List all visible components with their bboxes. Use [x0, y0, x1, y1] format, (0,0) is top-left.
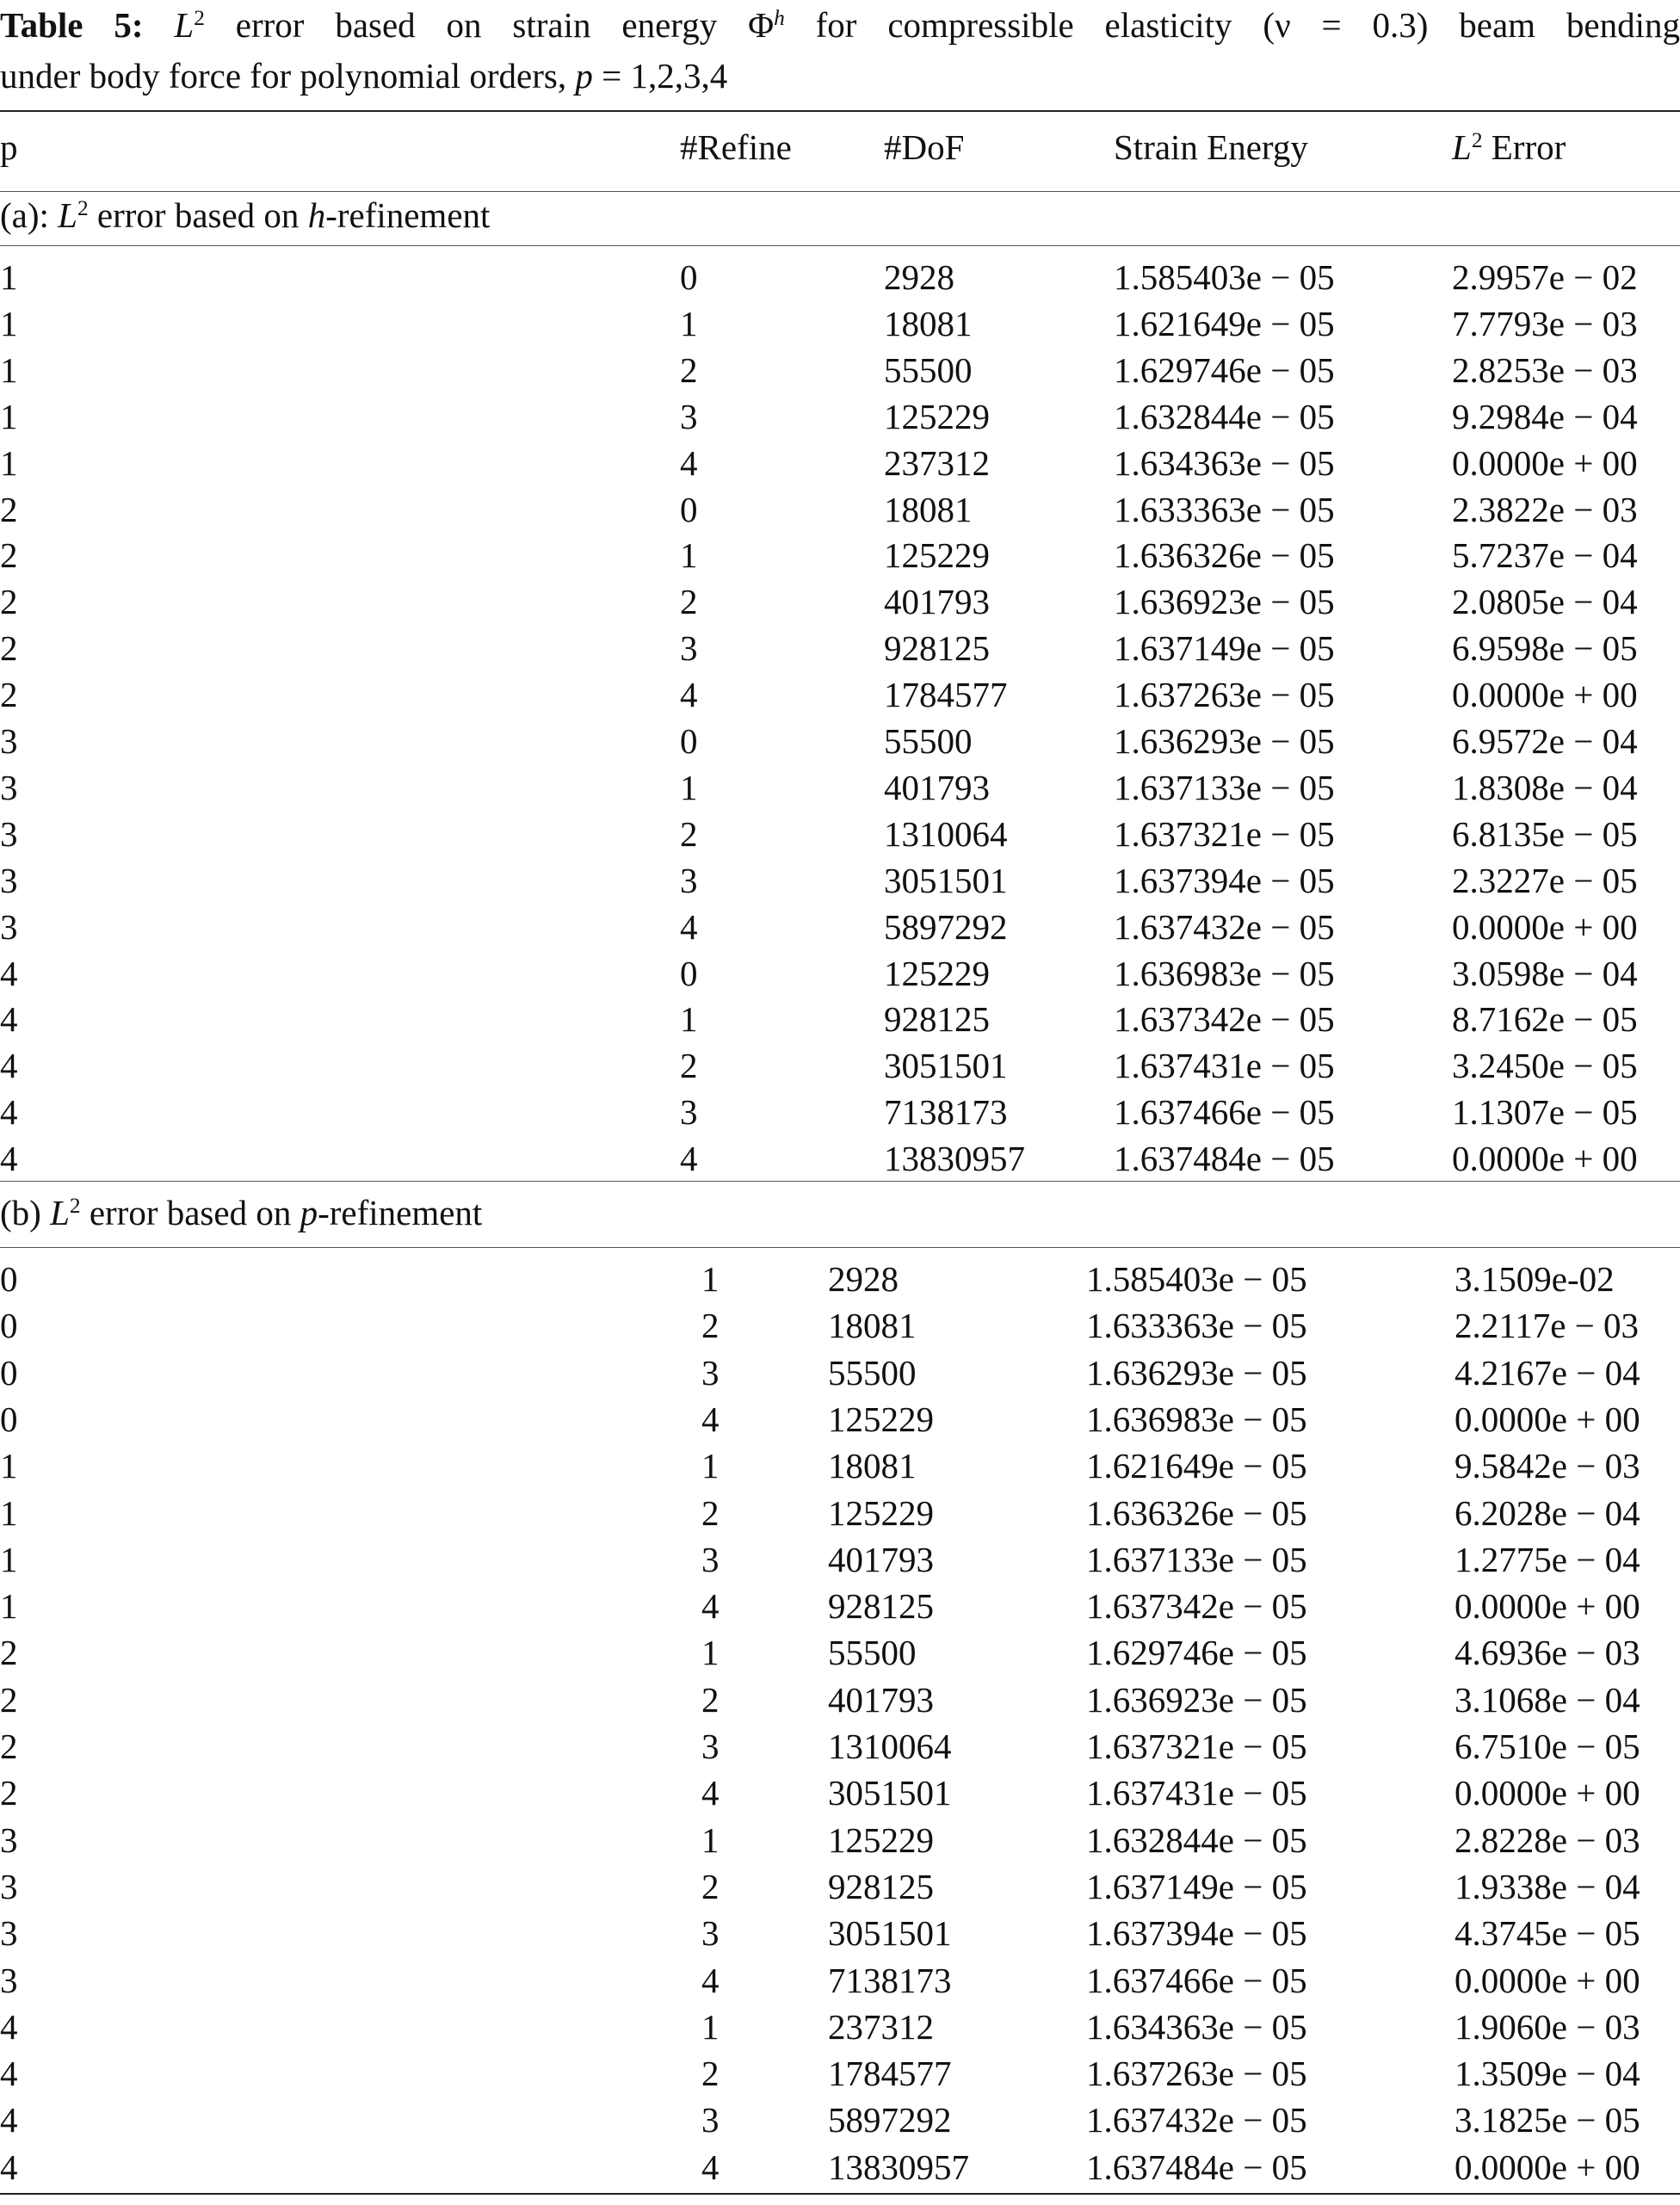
caption-text1: error based on strain energy Φ [204, 5, 775, 45]
section-b-top-rule [0, 1181, 1680, 1182]
cell-error: 5.7237e − 04 [1452, 535, 1638, 576]
table-row [0, 1723, 1680, 1770]
cell-dof: 3051501 [884, 860, 1008, 900]
cell-refine: 1 [680, 535, 698, 576]
cell-energy: 1.636293e − 05 [1114, 721, 1335, 761]
cell-error: 1.9060e − 03 [1455, 2006, 1640, 2047]
cell-dof: 125229 [884, 535, 990, 576]
section-a-L: L [58, 195, 77, 235]
cell-energy: 1.637431e − 05 [1114, 1046, 1335, 1086]
cell-p: 4 [0, 2100, 18, 2140]
cell-refine: 1 [680, 767, 698, 807]
table-row [0, 1957, 1680, 2004]
cell-energy: 1.637431e − 05 [1086, 1773, 1307, 1813]
cell-refine: 2 [701, 2054, 720, 2094]
cell-p: 0 [0, 1259, 18, 1299]
cell-refine: 4 [680, 906, 698, 947]
cell-p: 2 [0, 675, 18, 715]
cell-p: 2 [0, 628, 18, 669]
cell-energy: 1.637394e − 05 [1086, 1913, 1307, 1954]
caption-label: Table 5: [0, 5, 144, 45]
cell-refine: 1 [701, 1819, 720, 1860]
section-b-rule [0, 1247, 1680, 1248]
cell-error: 7.7793e − 03 [1452, 303, 1638, 343]
cell-error: 2.9957e − 02 [1452, 257, 1638, 297]
cell-p: 1 [0, 303, 18, 343]
table-row [0, 532, 1680, 578]
cell-refine: 4 [680, 442, 698, 483]
table-row [0, 1629, 1680, 1676]
top-rule [0, 110, 1680, 112]
cell-p: 2 [0, 535, 18, 576]
cell-refine: 4 [680, 1139, 698, 1179]
cell-refine: 0 [680, 489, 698, 529]
cell-p: 1 [0, 1586, 18, 1627]
cell-dof: 2928 [828, 1259, 899, 1299]
cell-p: 2 [0, 489, 18, 529]
cell-p: 1 [0, 257, 18, 297]
table-row [0, 578, 1680, 625]
section-a-sup: 2 [77, 196, 89, 221]
section-a-pre: (a): [0, 195, 59, 235]
table-row [0, 347, 1680, 393]
cell-refine: 3 [701, 1913, 720, 1954]
cell-dof: 125229 [828, 1399, 934, 1439]
cell-p: 4 [0, 999, 18, 1040]
cell-error: 0.0000e + 00 [1455, 1586, 1640, 1627]
cell-error: 9.5842e − 03 [1455, 1446, 1640, 1486]
table-row [0, 857, 1680, 904]
cell-refine: 3 [680, 1092, 698, 1133]
cell-p: 2 [0, 1633, 18, 1673]
cell-refine: 3 [680, 396, 698, 436]
caption-line2-text: under body force for polynomial orders, [0, 56, 576, 96]
cell-p: 4 [0, 1092, 18, 1133]
section-b-var: p [300, 1193, 318, 1232]
caption-line-1 [0, 0, 1680, 56]
cell-dof: 18081 [828, 1446, 917, 1486]
cell-error: 4.2167e − 04 [1455, 1352, 1640, 1393]
cell-dof: 928125 [828, 1866, 934, 1906]
table-row [0, 300, 1680, 347]
cell-energy: 1.637321e − 05 [1086, 1726, 1307, 1766]
cell-error: 1.8308e − 04 [1452, 767, 1638, 807]
cell-energy: 1.585403e − 05 [1114, 257, 1335, 297]
cell-refine: 1 [680, 999, 698, 1040]
cell-dof: 5897292 [884, 906, 1008, 947]
cell-energy: 1.637133e − 05 [1114, 767, 1335, 807]
cell-error: 0.0000e + 00 [1452, 906, 1638, 947]
cell-p: 4 [0, 2146, 18, 2187]
cell-error: 8.7162e − 05 [1452, 999, 1638, 1040]
cell-error: 1.1307e − 05 [1452, 1092, 1638, 1133]
cell-error: 6.9572e − 04 [1452, 721, 1638, 761]
table-row [0, 486, 1680, 533]
table-row [0, 2050, 1680, 2097]
section-a-title [0, 191, 490, 244]
table-row [0, 811, 1680, 857]
cell-refine: 1 [701, 2006, 720, 2047]
table-row [0, 1042, 1680, 1089]
cell-refine: 3 [701, 1352, 720, 1393]
cell-refine: 2 [701, 1306, 720, 1346]
cell-refine: 1 [680, 303, 698, 343]
cell-error: 2.3822e − 03 [1452, 489, 1638, 529]
cell-p: 2 [0, 1726, 18, 1766]
cell-energy: 1.634363e − 05 [1086, 2006, 1307, 2047]
caption-sup2: h [774, 6, 785, 31]
caption-text2: for compressible elasticity (ν = 0.3) beam bending [784, 5, 1680, 45]
cell-p: 2 [0, 582, 18, 622]
caption-sup: 2 [194, 6, 205, 31]
cell-refine: 2 [680, 813, 698, 854]
cell-error: 6.7510e − 05 [1455, 1726, 1640, 1766]
cell-refine: 3 [701, 2100, 720, 2140]
cell-dof: 3051501 [884, 1046, 1008, 1086]
cell-dof: 237312 [884, 442, 990, 483]
cell-dof: 18081 [828, 1306, 917, 1346]
cell-dof: 55500 [884, 349, 973, 390]
cell-energy: 1.637149e − 05 [1114, 628, 1335, 669]
section-a-var: h [307, 195, 326, 235]
table-row [0, 671, 1680, 718]
table-row [0, 1910, 1680, 1956]
cell-refine: 2 [680, 582, 698, 622]
table-row [0, 1396, 1680, 1442]
cell-dof: 125229 [884, 953, 990, 993]
cell-energy: 1.636326e − 05 [1114, 535, 1335, 576]
cell-energy: 1.636983e − 05 [1114, 953, 1335, 993]
cell-error: 0.0000e + 00 [1455, 1399, 1640, 1439]
cell-p: 4 [0, 2054, 18, 2094]
cell-refine: 2 [701, 1679, 720, 1720]
cell-dof: 3051501 [828, 1913, 952, 1954]
cell-energy: 1.633363e − 05 [1114, 489, 1335, 529]
caption-L: L [174, 5, 195, 45]
section-b-title [0, 1189, 482, 1242]
cell-energy: 1.637342e − 05 [1114, 999, 1335, 1040]
section-b-mid: error based on [80, 1193, 300, 1232]
header-p: p [0, 127, 18, 167]
cell-energy: 1.621649e − 05 [1114, 303, 1335, 343]
table-row [0, 1089, 1680, 1135]
cell-p: 3 [0, 767, 18, 807]
cell-p: 4 [0, 1046, 18, 1086]
table-row [0, 1583, 1680, 1629]
bottom-rule [0, 2193, 1680, 2195]
cell-dof: 125229 [828, 1492, 934, 1533]
header-error-L: L [1452, 127, 1472, 167]
table-row [0, 2097, 1680, 2143]
cell-p: 3 [0, 1960, 18, 2000]
caption-line-2 [0, 51, 727, 102]
cell-refine: 1 [701, 1446, 720, 1486]
cell-dof: 18081 [884, 303, 973, 343]
cell-energy: 1.637263e − 05 [1114, 675, 1335, 715]
cell-energy: 1.621649e − 05 [1086, 1446, 1307, 1486]
section-b-L: L [50, 1193, 70, 1232]
cell-p: 0 [0, 1352, 18, 1393]
cell-error: 2.2117e − 03 [1455, 1306, 1640, 1346]
cell-dof: 55500 [828, 1352, 917, 1393]
cell-energy: 1.585403e − 05 [1086, 1259, 1307, 1299]
cell-dof: 401793 [828, 1679, 934, 1720]
cell-error: 9.2984e − 04 [1452, 396, 1638, 436]
cell-error: 3.2450e − 05 [1452, 1046, 1638, 1086]
cell-refine: 4 [701, 1586, 720, 1627]
cell-refine: 3 [701, 1726, 720, 1766]
cell-p: 3 [0, 1819, 18, 1860]
table-row [0, 718, 1680, 764]
cell-p: 0 [0, 1306, 18, 1346]
cell-energy: 1.636293e − 05 [1086, 1352, 1307, 1393]
cell-error: 2.8253e − 03 [1452, 349, 1638, 390]
cell-error: 6.9598e − 05 [1452, 628, 1638, 669]
header-row [0, 124, 1680, 170]
cell-dof: 1310064 [828, 1726, 952, 1766]
cell-dof: 3051501 [828, 1773, 952, 1813]
cell-error: 6.8135e − 05 [1452, 813, 1638, 854]
header-refine: #Refine [680, 127, 792, 167]
cell-p: 3 [0, 1866, 18, 1906]
cell-error: 2.0805e − 04 [1452, 582, 1638, 622]
cell-refine: 3 [680, 628, 698, 669]
cell-error: 0.0000e + 00 [1452, 1139, 1638, 1179]
cell-error: 0.0000e + 00 [1455, 2146, 1640, 2187]
cell-dof: 928125 [884, 628, 990, 669]
table-row [0, 1442, 1680, 1489]
header-dof: #DoF [884, 127, 965, 167]
table-row [0, 625, 1680, 671]
cell-dof: 18081 [884, 489, 973, 529]
cell-energy: 1.634363e − 05 [1114, 442, 1335, 483]
cell-energy: 1.637394e − 05 [1114, 860, 1335, 900]
cell-energy: 1.629746e − 05 [1114, 349, 1335, 390]
cell-energy: 1.636923e − 05 [1114, 582, 1335, 622]
cell-p: 1 [0, 442, 18, 483]
cell-error: 0.0000e + 00 [1455, 1960, 1640, 2000]
caption-line2-var: p [575, 56, 593, 96]
table-row [0, 996, 1680, 1042]
cell-energy: 1.637484e − 05 [1114, 1139, 1335, 1179]
section-a-mid: error based on [88, 195, 308, 235]
cell-refine: 1 [701, 1633, 720, 1673]
cell-refine: 4 [701, 1399, 720, 1439]
cell-refine: 3 [701, 1539, 720, 1579]
cell-refine: 1 [701, 1259, 720, 1299]
cell-p: 3 [0, 721, 18, 761]
cell-refine: 4 [701, 2146, 720, 2187]
cell-refine: 2 [680, 1046, 698, 1086]
cell-dof: 2928 [884, 257, 954, 297]
table-row [0, 254, 1680, 300]
cell-p: 1 [0, 1492, 18, 1533]
cell-error: 0.0000e + 00 [1452, 442, 1638, 483]
cell-dof: 55500 [828, 1633, 917, 1673]
table-row [0, 1536, 1680, 1583]
section-b-post: -refinement [318, 1193, 483, 1232]
cell-dof: 928125 [828, 1586, 934, 1627]
cell-dof: 401793 [828, 1539, 934, 1579]
table-row [0, 1863, 1680, 1910]
cell-dof: 401793 [884, 582, 990, 622]
cell-dof: 7138173 [828, 1960, 952, 2000]
cell-energy: 1.636983e − 05 [1086, 1399, 1307, 1439]
cell-p: 4 [0, 953, 18, 993]
table-row [0, 904, 1680, 950]
cell-p: 3 [0, 1913, 18, 1954]
cell-refine: 2 [701, 1866, 720, 1906]
cell-error: 0.0000e + 00 [1452, 675, 1638, 715]
cell-dof: 401793 [884, 767, 990, 807]
cell-dof: 1784577 [828, 2054, 952, 2094]
cell-p: 1 [0, 349, 18, 390]
cell-dof: 125229 [828, 1819, 934, 1860]
cell-energy: 1.637149e − 05 [1086, 1866, 1307, 1906]
cell-refine: 2 [680, 349, 698, 390]
cell-energy: 1.632844e − 05 [1086, 1819, 1307, 1860]
table-row [0, 950, 1680, 997]
cell-dof: 5897292 [828, 2100, 952, 2140]
cell-p: 3 [0, 813, 18, 854]
cell-error: 3.0598e − 04 [1452, 953, 1638, 993]
cell-dof: 125229 [884, 396, 990, 436]
cell-energy: 1.637342e − 05 [1086, 1586, 1307, 1627]
cell-energy: 1.637321e − 05 [1114, 813, 1335, 854]
table-row [0, 1817, 1680, 1863]
cell-error: 3.1068e − 04 [1455, 1679, 1640, 1720]
cell-p: 4 [0, 1139, 18, 1179]
section-b-pre: (b) [0, 1193, 51, 1232]
cell-p: 3 [0, 860, 18, 900]
header-error-sup: 2 [1471, 128, 1483, 153]
cell-energy: 1.637432e − 05 [1086, 2100, 1307, 2140]
cell-energy: 1.633363e − 05 [1086, 1306, 1307, 1346]
cell-error: 1.3509e − 04 [1455, 2054, 1640, 2094]
cell-energy: 1.629746e − 05 [1086, 1633, 1307, 1673]
cell-p: 2 [0, 1679, 18, 1720]
cell-error: 4.3745e − 05 [1455, 1913, 1640, 1954]
cell-error: 3.1509e-02 [1455, 1259, 1615, 1299]
cell-dof: 13830957 [828, 2146, 969, 2187]
table-row [0, 393, 1680, 440]
cell-energy: 1.637466e − 05 [1114, 1092, 1335, 1133]
cell-error: 0.0000e + 00 [1455, 1773, 1640, 1813]
cell-error: 1.9338e − 04 [1455, 1866, 1640, 1906]
cell-p: 1 [0, 1446, 18, 1486]
table-row [0, 1135, 1680, 1182]
table-row [0, 2004, 1680, 2050]
cell-dof: 7138173 [884, 1092, 1008, 1133]
cell-error: 4.6936e − 03 [1455, 1633, 1640, 1673]
cell-refine: 4 [701, 1773, 720, 1813]
cell-dof: 1784577 [884, 675, 1008, 715]
header-error-label: Error [1482, 127, 1566, 167]
cell-p: 4 [0, 2006, 18, 2047]
cell-error: 6.2028e − 04 [1455, 1492, 1640, 1533]
cell-p: 1 [0, 1539, 18, 1579]
section-a-post: -refinement [325, 195, 491, 235]
cell-energy: 1.636326e − 05 [1086, 1492, 1307, 1533]
cell-energy: 1.637484e − 05 [1086, 2146, 1307, 2187]
cell-p: 0 [0, 1399, 18, 1439]
table-row [0, 1677, 1680, 1723]
table-row [0, 440, 1680, 486]
cell-dof: 1310064 [884, 813, 1008, 854]
cell-p: 1 [0, 396, 18, 436]
cell-dof: 928125 [884, 999, 990, 1040]
cell-energy: 1.637263e − 05 [1086, 2054, 1307, 2094]
caption-line2-tail: = 1,2,3,4 [592, 56, 728, 96]
header-error [1452, 124, 1566, 176]
cell-p: 3 [0, 906, 18, 947]
cell-refine: 2 [701, 1492, 720, 1533]
cell-energy: 1.637133e − 05 [1086, 1539, 1307, 1579]
cell-dof: 55500 [884, 721, 973, 761]
header-energy: Strain Energy [1114, 127, 1308, 167]
cell-refine: 0 [680, 257, 698, 297]
table-row [0, 764, 1680, 811]
section-b-sup: 2 [69, 1194, 81, 1219]
cell-refine: 4 [680, 675, 698, 715]
cell-error: 2.3227e − 05 [1452, 860, 1638, 900]
table-row [0, 1256, 1680, 1302]
cell-energy: 1.637466e − 05 [1086, 1960, 1307, 2000]
cell-error: 1.2775e − 04 [1455, 1539, 1640, 1579]
cell-p: 2 [0, 1773, 18, 1813]
section-a-rule [0, 245, 1680, 246]
table-row [0, 1770, 1680, 1816]
cell-error: 3.1825e − 05 [1455, 2100, 1640, 2140]
cell-refine: 4 [701, 1960, 720, 2000]
cell-energy: 1.636923e − 05 [1086, 1679, 1307, 1720]
cell-energy: 1.637432e − 05 [1114, 906, 1335, 947]
cell-energy: 1.632844e − 05 [1114, 396, 1335, 436]
cell-dof: 13830957 [884, 1139, 1025, 1179]
cell-error: 2.8228e − 03 [1455, 1819, 1640, 1860]
cell-refine: 3 [680, 860, 698, 900]
table-row [0, 2144, 1680, 2190]
table-row [0, 1490, 1680, 1536]
table-row [0, 1350, 1680, 1396]
cell-dof: 237312 [828, 2006, 934, 2047]
cell-refine: 0 [680, 721, 698, 761]
cell-refine: 0 [680, 953, 698, 993]
table-row [0, 1302, 1680, 1349]
